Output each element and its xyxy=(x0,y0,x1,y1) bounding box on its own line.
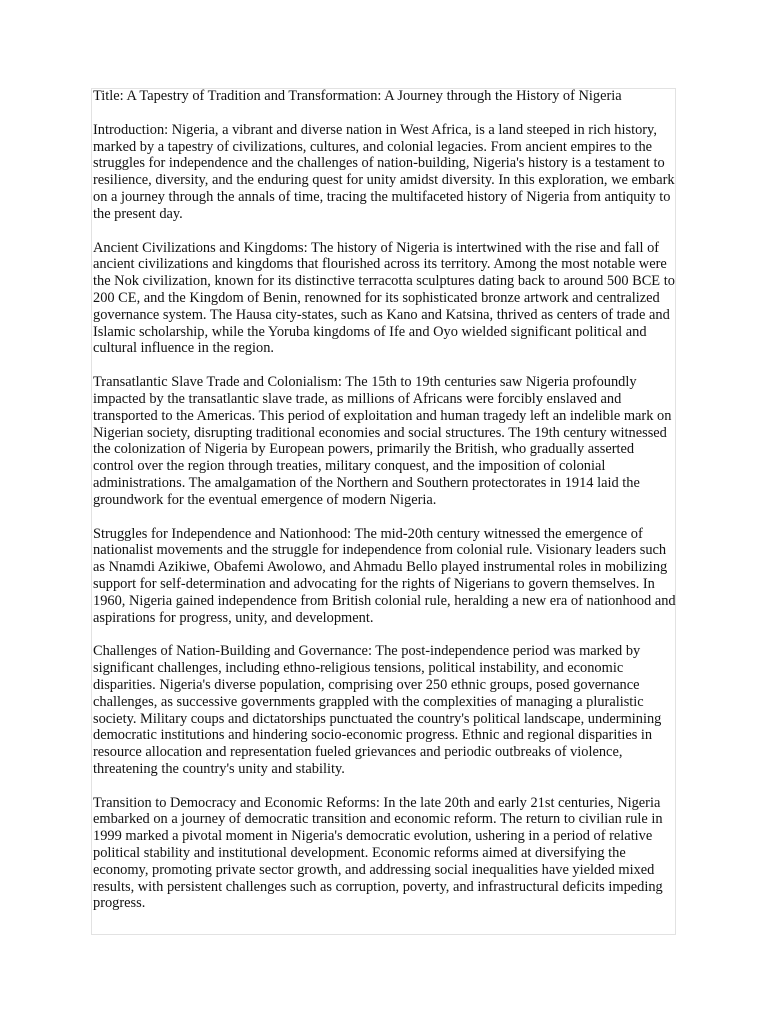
document-title: Title: A Tapestry of Tradition and Transformation: A Journey through the History of Nigeria xyxy=(93,88,622,104)
paragraph-introduction: Introduction: Nigeria, a vibrant and diverse nation in West Africa, is a land steeped in rich history, marked by a tapestry of civilizations, cultures, and colonial legacies. From ancient empires to the struggles for independence and the challenges of nation-building, Nigeria's history is a testament to resilience, diversity, and the enduring quest for unity amidst diversity. In this exploration, we embark on a journey through the annals of time, tracing the multifaceted history of Nigeria from antiquity to the present day. xyxy=(93,121,675,222)
paragraph-slave-trade-colonialism: Transatlantic Slave Trade and Colonialism: The 15th to 19th centuries saw Nigeria profoundly impacted by the transatlantic slave trade, as millions of Africans were forcibly enslaved and transported to the Americas. This period of exploitation and human tragedy left an indelible mark on Nigerian society, disrupting traditional economies and social structures. The 19th century witnessed the colonization of Nigeria by European powers, primarily the British, who gradually asserted control over the region through treaties, military conquest, and the imposition of colonial administrations. The amalgamation of the Northern and Southern protectorates in 1914 laid the groundwork for the eventual emergence of modern Nigeria. xyxy=(93,374,672,508)
document-body xyxy=(93,88,677,929)
paragraph-democracy-reforms: Transition to Democracy and Economic Reforms: In the late 20th and early 21st centuries, Nigeria embarked on a journey of democratic transition and economic reform. The return to civilian rule in 1999 marked a pivotal moment in Nigeria's democratic evolution, ushering in a period of relative political stability and institutional development. Economic reforms aimed at diversifying the economy, promoting private sector growth, and addressing social inequalities have yielded mixed results, with persistent challenges such as corruption, poverty, and infrastructural deficits impeding progress. xyxy=(93,794,663,912)
paragraph-nation-building: Challenges of Nation-Building and Governance: The post-independence period was marked by significant challenges, including ethno-religious tensions, political instability, and economic disparities. Nigeria's diverse population, comprising over 250 ethnic groups, posed governance challenges, as successive governments grappled with the complexities of managing a pluralistic society. Military coups and dictatorships punctuated the country's political landscape, undermining democratic institutions and hindering socio-economic progress. Ethnic and regional disparities in resource allocation and representation fueled grievances and periodic outbreaks of violence, threatening the country's unity and stability. xyxy=(93,643,662,777)
paragraph-ancient-civilizations: Ancient Civilizations and Kingdoms: The history of Nigeria is intertwined with the rise and fall of ancient civilizations and kingdoms that flourished across its territory. Among the most notable were the Nok civilization, known for its distinctive terracotta sculptures dating back to around 500 BCE to 200 CE, and the Kingdom of Benin, renowned for its sophisticated bronze artwork and centralized governance system. The Hausa city-states, such as Kano and Katsina, thrived as centers of trade and Islamic scholarship, while the Yoruba kingdoms of Ife and Oyo wielded significant political and cultural influence in the region. xyxy=(93,239,675,357)
paragraph-independence: Struggles for Independence and Nationhood: The mid-20th century witnessed the emergence of nationalist movements and the struggle for independence from colonial rule. Visionary leaders such as Nnamdi Azikiwe, Obafemi Awolowo, and Ahmadu Bello played instrumental roles in mobilizing support for self-determination and advocating for the rights of Nigerians to govern themselves. In 1960, Nigeria gained independence from British colonial rule, heralding a new era of nationhood and aspirations for progress, unity, and development. xyxy=(93,525,676,626)
